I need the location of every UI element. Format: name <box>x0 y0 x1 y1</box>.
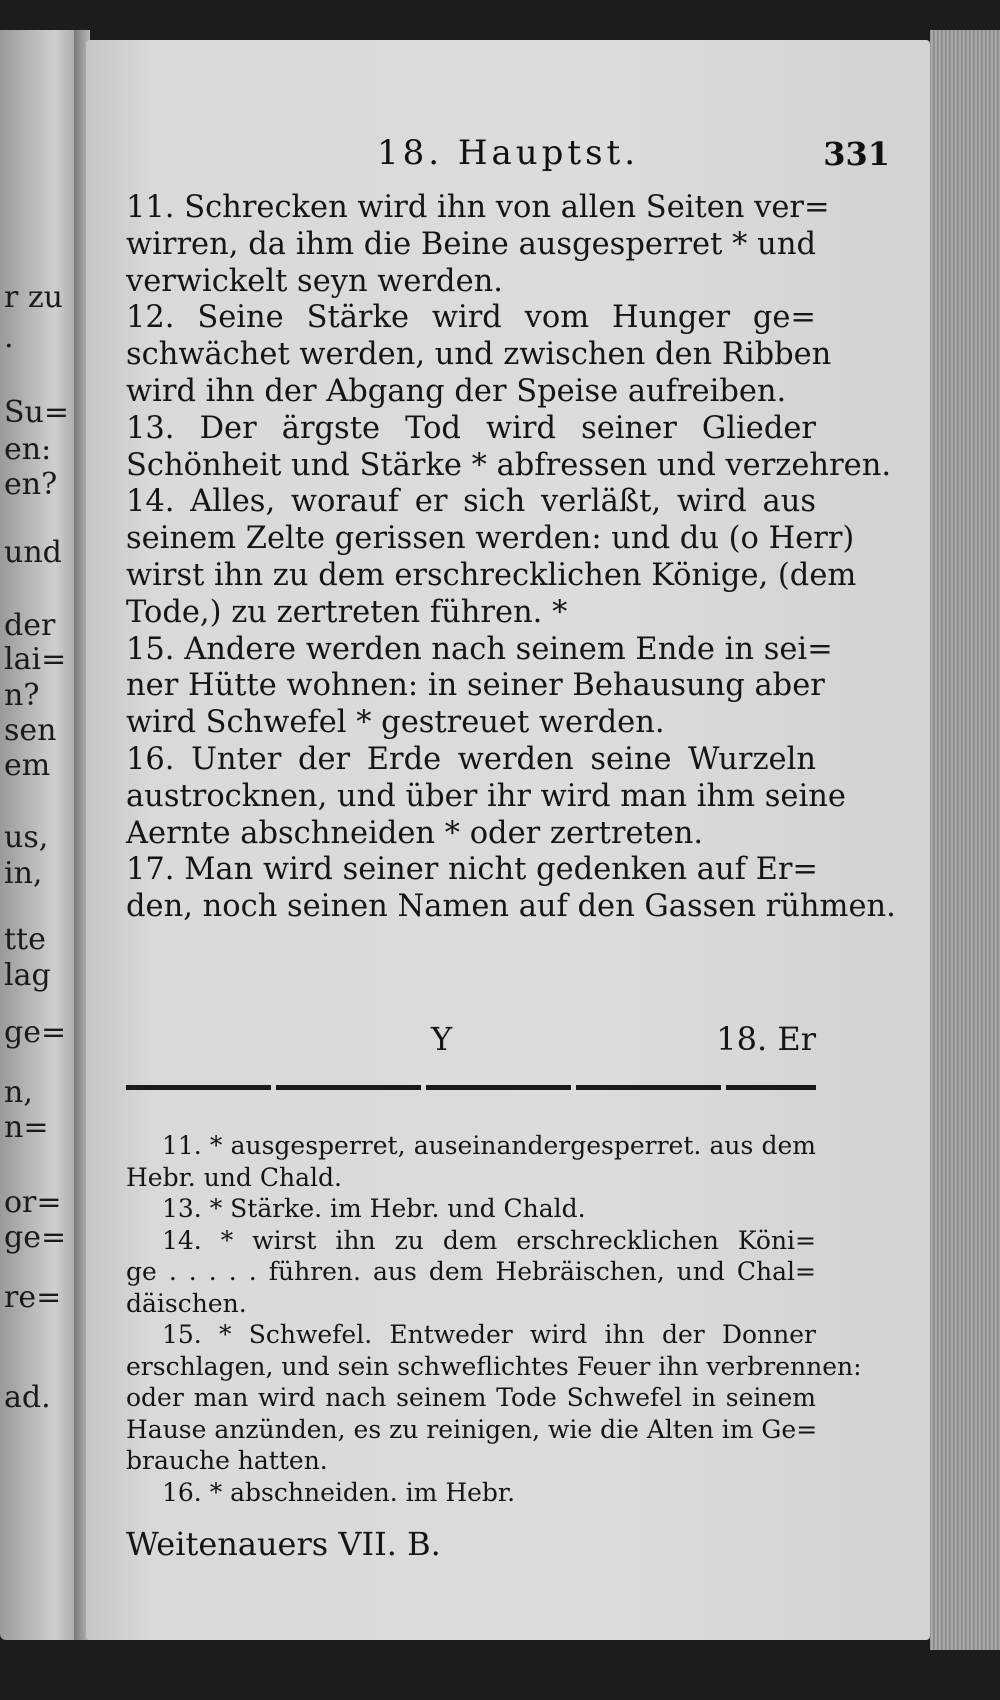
text-line: 16. Unter der Erde werden seine Wurzeln <box>126 741 816 777</box>
facing-page-fragment: n= <box>4 1110 49 1145</box>
facing-page <box>0 30 78 1640</box>
facing-page-fragment: lai= <box>4 642 67 677</box>
main-text <box>126 190 896 926</box>
facing-page-fragment: der <box>4 608 56 643</box>
text-line: ner Hütte wohnen: in seiner Behausung aber <box>126 668 825 704</box>
facing-page-fragment: en: <box>4 432 52 467</box>
facing-page-fragment: re= <box>4 1280 62 1315</box>
footnotes <box>126 1130 862 1508</box>
facing-page-fragment: r zu <box>4 280 64 315</box>
facing-page-fragment: ge= <box>4 1220 67 1255</box>
text-line: 17. Man wird seiner nicht gedenken auf Er= <box>126 852 818 888</box>
facing-page-fragment: us, <box>4 820 49 855</box>
text-line: 11. Schrecken wird ihn von allen Seiten ver= <box>126 190 830 225</box>
footnote-line: 15. * Schwefel. Entweder wird ihn der Donner <box>162 1320 816 1349</box>
text-line: Aernte abschneiden * oder zertreten. <box>126 815 704 851</box>
facing-page-fragment: ad. <box>4 1380 51 1415</box>
facing-page-fragment: und <box>4 535 62 570</box>
footnote-line: 11. * ausgesperret, auseinandergesperret. aus dem <box>162 1131 816 1160</box>
facing-page-fragment: n? <box>4 678 40 713</box>
footnote-line: erschlagen, und sein schweflichtes Feuer ihn verbrennen: <box>126 1351 862 1381</box>
text-line: wirst ihn zu dem erschrecklichen Könige, (dem <box>126 557 857 593</box>
footnote-line: 16. * abschneiden. im Hebr. <box>162 1477 516 1507</box>
signature-mark: Y <box>431 1020 453 1058</box>
catchword: 18. Er <box>716 1020 816 1058</box>
facing-page-fragment: sen <box>4 713 57 748</box>
page-header <box>86 133 930 183</box>
footnote-line: Hebr. und Chald. <box>126 1162 342 1192</box>
facing-page-fragment: em <box>4 748 51 783</box>
footnote-line: däischen. <box>126 1288 247 1318</box>
text-line: Schönheit und Stärke * abfressen und verzehren. <box>126 447 892 483</box>
footnote-rule <box>126 1085 816 1090</box>
bottom-signature: Weitenauers VII. B. <box>126 1525 441 1563</box>
facing-page-fragment: . <box>4 320 14 355</box>
text-line: Tode,) zu zertreten führen. * <box>126 594 568 630</box>
text-line: wird Schwefel * gestreuet werden. <box>126 705 665 741</box>
text-line: 13. Der ärgste Tod wird seiner Glieder <box>126 410 816 446</box>
text-line: 14. Alles, worauf er sich verläßt, wird aus <box>126 484 816 520</box>
text-line: 12. Seine Stärke wird vom Hunger ge= <box>126 300 816 336</box>
facing-page-fragment: lag <box>4 958 51 993</box>
text-line: seinem Zelte gerissen werden: und du (o Herr) <box>126 521 855 557</box>
text-line: verwickelt seyn werden. <box>126 263 503 299</box>
facing-page-fragment: n, <box>4 1075 33 1110</box>
facing-page-fragment: tte <box>4 922 46 957</box>
footnote-line: 13. * Stärke. im Hebr. und Chald. <box>162 1194 586 1223</box>
text-line: 15. Andere werden nach seinem Ende in sei= <box>126 631 833 667</box>
page-number: 331 <box>823 135 890 173</box>
footnote-line: 14. * wirst ihn zu dem erschrecklichen Köni= <box>162 1225 816 1255</box>
footnote-line: oder man wird nach seinem Tode Schwefel in seinem <box>126 1383 816 1412</box>
facing-page-fragment: in, <box>4 856 43 891</box>
footnote-line: ge . . . . . führen. aus dem Hebräischen, und Chal= <box>126 1257 816 1286</box>
text-line: den, noch seinen Namen auf den Gassen rühmen. <box>126 889 896 925</box>
facing-page-fragment: en? <box>4 467 58 502</box>
text-line: schwächet werden, und zwischen den Ribben <box>126 337 832 373</box>
footnote-line: brauche hatten. <box>126 1446 328 1475</box>
facing-page-fragment: Su= <box>4 395 70 430</box>
text-line: austrocknen, und über ihr wird man ihm seine <box>126 778 846 814</box>
catchline <box>126 1020 816 1060</box>
text-line: wird ihn der Abgang der Speise aufreiben. <box>126 373 787 409</box>
footnote-line: Hause anzünden, es zu reinigen, wie die Alten im Ge= <box>126 1414 818 1444</box>
page-edges <box>930 30 1000 1650</box>
book-page <box>86 40 930 1640</box>
running-title: 18. Hauptst. <box>376 133 640 173</box>
facing-page-fragment: or= <box>4 1185 62 1220</box>
facing-page-fragment: ge= <box>4 1015 67 1050</box>
text-line: wirren, da ihm die Beine ausgesperret * und <box>126 226 816 262</box>
